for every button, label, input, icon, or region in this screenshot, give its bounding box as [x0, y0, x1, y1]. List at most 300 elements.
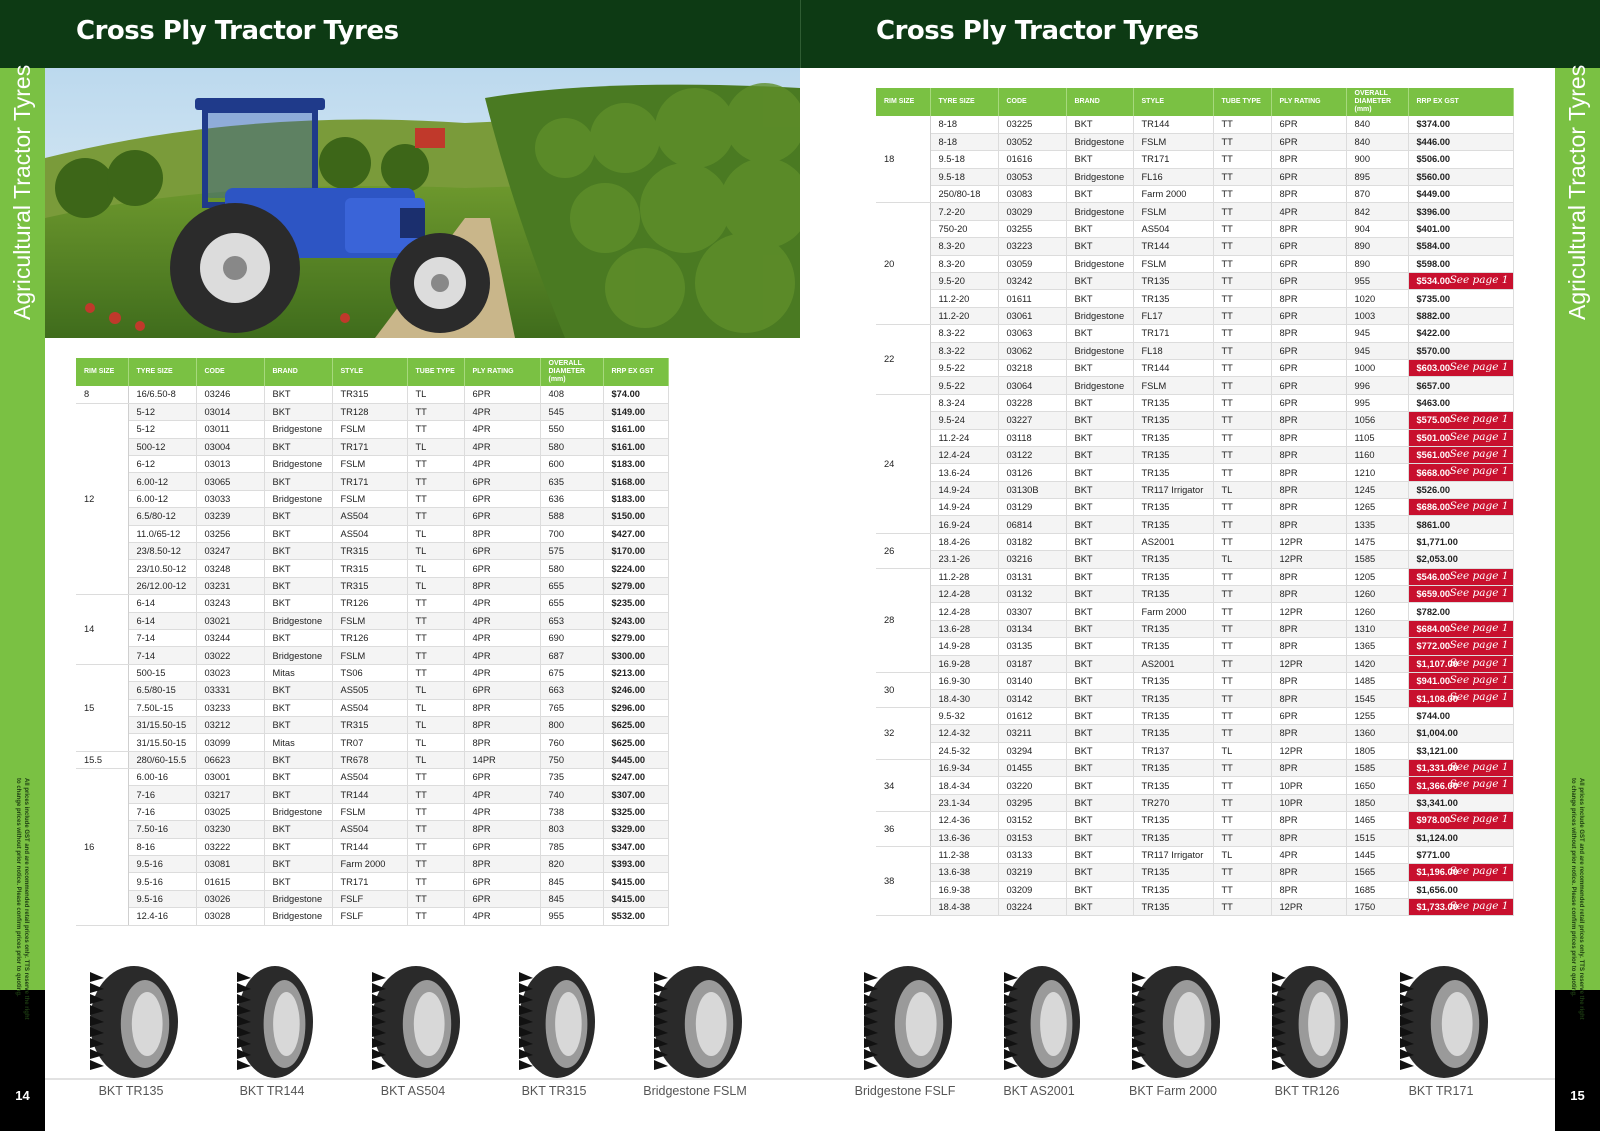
tube-type-cell: TT: [1213, 812, 1271, 829]
rim-size-cell: 12: [76, 403, 128, 594]
ply-rating-cell: 8PR: [1271, 881, 1346, 898]
code-cell: 03331: [196, 682, 264, 699]
diameter-cell: 600: [540, 456, 603, 473]
ply-rating-cell: 6PR: [1271, 255, 1346, 272]
ply-rating-cell: 6PR: [464, 473, 540, 490]
price-value: $213.00: [611, 667, 646, 678]
table-row: [876, 377, 1513, 394]
price-value: $427.00: [611, 528, 646, 539]
code-cell: 03217: [196, 786, 264, 803]
ply-rating-cell: 6PR: [1271, 707, 1346, 724]
tyre-size-cell: 8-16: [128, 838, 196, 855]
table-row: [876, 499, 1513, 516]
style-cell: TR135: [1133, 777, 1213, 794]
price-value: $534.00: [1416, 276, 1451, 287]
see-page-note: See page 1: [1449, 274, 1509, 287]
diameter-cell: 1210: [1346, 464, 1408, 481]
tyre-size-cell: 8.3-20: [930, 255, 998, 272]
col-rrp-ex-gst: RRP EX GST: [1408, 88, 1513, 116]
price-cell: [603, 751, 668, 768]
tyre-icon: [225, 958, 325, 1078]
ply-rating-cell: 6PR: [464, 890, 540, 907]
tyre-size-cell: 8-18: [930, 133, 998, 150]
price-cell: [1408, 516, 1513, 533]
table-row: [876, 307, 1513, 324]
code-cell: 01616: [998, 151, 1066, 168]
right-price-table: [876, 88, 1514, 916]
price-cell: [1408, 846, 1513, 863]
diameter-cell: 895: [1346, 168, 1408, 185]
price-value: $570.00: [1416, 345, 1451, 356]
price-value: $463.00: [1416, 397, 1451, 408]
tyre-size-cell: 6-12: [128, 456, 196, 473]
col-style: STYLE: [332, 358, 407, 386]
tyre-size-cell: 23/10.50-12: [128, 560, 196, 577]
table-row: [876, 881, 1513, 898]
diameter-cell: 735: [540, 769, 603, 786]
diameter-cell: 690: [540, 629, 603, 646]
style-cell: TR126: [332, 595, 407, 612]
style-cell: TR135: [1133, 464, 1213, 481]
style-cell: TR135: [1133, 273, 1213, 290]
ply-rating-cell: 6PR: [464, 838, 540, 855]
tyre-icon: [1394, 958, 1494, 1078]
tube-type-cell: TT: [1213, 864, 1271, 881]
tyre-size-cell: 24.5-32: [930, 742, 998, 759]
tyre-size-cell: 750-20: [930, 220, 998, 237]
style-cell: AS504: [332, 525, 407, 542]
see-page-note: See page 1: [1449, 413, 1509, 426]
diameter-cell: 545: [540, 403, 603, 420]
price-cell: [1408, 707, 1513, 724]
diameter-cell: 1420: [1346, 655, 1408, 672]
price-value: $296.00: [611, 702, 646, 713]
diameter-cell: 1310: [1346, 620, 1408, 637]
price-value: $422.00: [1416, 328, 1451, 339]
see-page-note: See page 1: [1449, 569, 1509, 582]
diameter-cell: 636: [540, 490, 603, 507]
ply-rating-cell: 8PR: [1271, 812, 1346, 829]
ply-rating-cell: 8PR: [1271, 481, 1346, 498]
price-value: $446.00: [1416, 137, 1451, 148]
code-cell: 01612: [998, 707, 1066, 724]
tyre-size-cell: 31/15.50-15: [128, 716, 196, 733]
price-value: $625.00: [611, 720, 646, 731]
price-cell: [1408, 255, 1513, 272]
rim-size-cell: 34: [876, 759, 930, 811]
brand-cell: Bridgestone: [1066, 307, 1133, 324]
col-brand: BRAND: [1066, 88, 1133, 116]
brand-cell: BKT: [1066, 690, 1133, 707]
see-page-note: See page 1: [1449, 813, 1509, 826]
tube-type-cell: TT: [1213, 151, 1271, 168]
brand-cell: BKT: [264, 386, 332, 403]
table-row: [76, 890, 668, 907]
tube-type-cell: TT: [407, 421, 464, 438]
col-code: CODE: [196, 358, 264, 386]
ply-rating-cell: 8PR: [1271, 829, 1346, 846]
table-row: [876, 655, 1513, 672]
code-cell: 03152: [998, 812, 1066, 829]
style-cell: TR315: [332, 716, 407, 733]
tyre-size-cell: 8.3-24: [930, 394, 998, 411]
code-cell: 01455: [998, 759, 1066, 776]
code-cell: 03081: [196, 856, 264, 873]
table-row: [876, 203, 1513, 220]
price-cell: [603, 908, 668, 925]
brand-cell: BKT: [1066, 829, 1133, 846]
tube-type-cell: TL: [407, 716, 464, 733]
tyre-image: [1108, 958, 1238, 1083]
tube-type-cell: TL: [1213, 481, 1271, 498]
tyre-size-cell: 280/60-15.5: [128, 751, 196, 768]
brand-cell: BKT: [1066, 394, 1133, 411]
table-row: [76, 786, 668, 803]
tyre-label: BKT TR315: [521, 1084, 587, 1098]
ply-rating-cell: 6PR: [1271, 116, 1346, 133]
tyre-size-cell: 6-14: [128, 595, 196, 612]
tyre-size-cell: 9.5-32: [930, 707, 998, 724]
diameter-cell: 845: [540, 873, 603, 890]
tyre-image: [840, 958, 970, 1083]
brand-cell: BKT: [1066, 412, 1133, 429]
diameter-cell: 1255: [1346, 707, 1408, 724]
price-value: $882.00: [1416, 310, 1451, 321]
brand-cell: Bridgestone: [264, 612, 332, 629]
brand-cell: BKT: [1066, 673, 1133, 690]
price-cell: [603, 473, 668, 490]
table-row: [876, 116, 1513, 133]
price-value: $771.00: [1416, 850, 1451, 861]
code-cell: 03239: [196, 508, 264, 525]
table-row: [76, 560, 668, 577]
tyre-size-cell: 500-15: [128, 664, 196, 681]
code-cell: 03231: [196, 577, 264, 594]
tube-type-cell: TT: [1213, 168, 1271, 185]
price-value: $584.00: [1416, 241, 1451, 252]
table-row: [876, 394, 1513, 411]
see-page-note: See page 1: [1449, 500, 1509, 513]
ply-rating-cell: 8PR: [1271, 759, 1346, 776]
tyre-size-cell: 14.9-24: [930, 499, 998, 516]
table-row: [876, 220, 1513, 237]
code-cell: 06814: [998, 516, 1066, 533]
brand-cell: BKT: [264, 682, 332, 699]
tyre-size-cell: 26/12.00-12: [128, 577, 196, 594]
price-cell: [603, 595, 668, 612]
price-cell: [1408, 325, 1513, 342]
price-value: $782.00: [1416, 606, 1451, 617]
price-cell: [1408, 603, 1513, 620]
tyre-size-cell: 12.4-24: [930, 446, 998, 463]
diameter-cell: 1360: [1346, 725, 1408, 742]
price-cell: [1408, 725, 1513, 742]
ply-rating-cell: 4PR: [464, 421, 540, 438]
tyre-size-cell: 18.4-34: [930, 777, 998, 794]
ply-rating-cell: 8PR: [1271, 325, 1346, 342]
tube-type-cell: TL: [407, 560, 464, 577]
rim-size-cell: 24: [876, 394, 930, 533]
style-cell: TR135: [1133, 446, 1213, 463]
code-cell: 03233: [196, 699, 264, 716]
code-cell: 03256: [196, 525, 264, 542]
tyre-size-cell: 6.00-12: [128, 473, 196, 490]
tube-type-cell: TT: [1213, 429, 1271, 446]
price-value: $1,108.00: [1416, 693, 1458, 704]
price-value: $168.00: [611, 476, 646, 487]
price-value: $561.00: [1416, 450, 1451, 461]
table-row: [76, 595, 668, 612]
tube-type-cell: TT: [1213, 829, 1271, 846]
code-cell: 03059: [998, 255, 1066, 272]
table-row: [76, 769, 668, 786]
col-overall-diameter: OVERALL DIAMETER (mm): [540, 358, 603, 386]
brand-cell: BKT: [1066, 429, 1133, 446]
tyre-size-cell: 9.5-18: [930, 151, 998, 168]
tractor-vineyard-photo: [45, 68, 800, 338]
price-cell: [603, 629, 668, 646]
tyre-icon: [84, 958, 184, 1078]
price-cell-special: [1408, 412, 1513, 429]
code-cell: 03021: [196, 612, 264, 629]
price-value: $1,196.00: [1416, 867, 1458, 878]
tube-type-cell: TL: [407, 438, 464, 455]
table-row: [876, 168, 1513, 185]
price-cell: [1408, 203, 1513, 220]
tube-type-cell: TL: [1213, 551, 1271, 568]
code-cell: 03135: [998, 638, 1066, 655]
tyre-size-cell: 8.3-22: [930, 325, 998, 342]
style-cell: TR144: [332, 838, 407, 855]
table-row: [76, 612, 668, 629]
table-row: [76, 716, 668, 733]
tube-type-cell: TL: [407, 682, 464, 699]
col-rim-size: RIM SIZE: [876, 88, 930, 116]
price-cell: [1408, 829, 1513, 846]
rim-size-cell: 15.5: [76, 751, 128, 768]
tyre-size-cell: 6.5/80-12: [128, 508, 196, 525]
brand-cell: BKT: [1066, 620, 1133, 637]
style-cell: TR07: [332, 734, 407, 751]
tube-type-cell: TT: [1213, 777, 1271, 794]
table-row: [76, 664, 668, 681]
brand-cell: BKT: [1066, 568, 1133, 585]
ply-rating-cell: 12PR: [1271, 603, 1346, 620]
diameter-cell: 803: [540, 821, 603, 838]
tyre-size-cell: 9.5-22: [930, 377, 998, 394]
table-row: [876, 151, 1513, 168]
code-cell: 03225: [998, 116, 1066, 133]
style-cell: TR135: [1133, 568, 1213, 585]
table-row: [876, 481, 1513, 498]
brand-cell: BKT: [264, 769, 332, 786]
ply-rating-cell: 14PR: [464, 751, 540, 768]
tube-type-cell: TL: [407, 386, 464, 403]
diameter-cell: 900: [1346, 151, 1408, 168]
price-cell: [603, 508, 668, 525]
brand-cell: BKT: [1066, 533, 1133, 550]
price-cell: [603, 873, 668, 890]
diameter-cell: 996: [1346, 377, 1408, 394]
brand-cell: Bridgestone: [1066, 168, 1133, 185]
diameter-cell: 550: [540, 421, 603, 438]
tube-type-cell: TT: [1213, 568, 1271, 585]
tyre-image: [1242, 958, 1372, 1083]
tyre-size-cell: 16.9-34: [930, 759, 998, 776]
tube-type-cell: TL: [407, 525, 464, 542]
price-value: $235.00: [611, 598, 646, 609]
price-cell: [603, 421, 668, 438]
price-cell: [603, 664, 668, 681]
table-row: [876, 551, 1513, 568]
tyre-label: BKT TR144: [239, 1084, 305, 1098]
tube-type-cell: TT: [1213, 273, 1271, 290]
tyre-image: [489, 958, 619, 1083]
diameter-cell: 1160: [1346, 446, 1408, 463]
rim-size-cell: 28: [876, 568, 930, 672]
price-cell: [1408, 742, 1513, 759]
code-cell: 01611: [998, 290, 1066, 307]
brand-cell: BKT: [1066, 116, 1133, 133]
style-cell: TR144: [332, 786, 407, 803]
price-value: $307.00: [611, 789, 646, 800]
diameter-cell: 1475: [1346, 533, 1408, 550]
diameter-cell: 687: [540, 647, 603, 664]
style-cell: TR171: [1133, 325, 1213, 342]
table-row: [876, 690, 1513, 707]
diameter-cell: 738: [540, 803, 603, 820]
style-cell: TR135: [1133, 516, 1213, 533]
price-value: $735.00: [1416, 293, 1451, 304]
table-row: [76, 821, 668, 838]
code-cell: 03122: [998, 446, 1066, 463]
price-cell: [1408, 307, 1513, 324]
ply-rating-cell: 4PR: [464, 612, 540, 629]
tube-type-cell: TT: [407, 664, 464, 681]
code-cell: 03255: [998, 220, 1066, 237]
price-value: $657.00: [1416, 380, 1451, 391]
price-cell: [1408, 151, 1513, 168]
diameter-cell: 408: [540, 386, 603, 403]
tube-type-cell: TT: [1213, 794, 1271, 811]
ply-rating-cell: 4PR: [464, 908, 540, 925]
code-cell: 03244: [196, 629, 264, 646]
code-cell: 03246: [196, 386, 264, 403]
ply-rating-cell: 8PR: [1271, 446, 1346, 463]
price-value: $532.00: [611, 911, 646, 922]
diameter-cell: 1245: [1346, 481, 1408, 498]
style-cell: TR171: [332, 438, 407, 455]
tyre-size-cell: 18.4-26: [930, 533, 998, 550]
brand-cell: BKT: [1066, 325, 1133, 342]
tyre-image: [1376, 958, 1506, 1083]
code-cell: 03053: [998, 168, 1066, 185]
code-cell: 03065: [196, 473, 264, 490]
brand-cell: BKT: [1066, 777, 1133, 794]
tractor-photo-illustration: [45, 68, 800, 338]
price-cell: [603, 856, 668, 873]
brand-cell: BKT: [264, 856, 332, 873]
code-cell: 03129: [998, 499, 1066, 516]
tube-type-cell: TT: [407, 595, 464, 612]
brand-cell: BKT: [264, 473, 332, 490]
table-row: [876, 638, 1513, 655]
tyre-size-cell: 16.9-38: [930, 881, 998, 898]
diameter-cell: 945: [1346, 342, 1408, 359]
table-row: [876, 238, 1513, 255]
ply-rating-cell: 12PR: [1271, 655, 1346, 672]
diameter-cell: 890: [1346, 255, 1408, 272]
table-row: [76, 525, 668, 542]
tyre-size-cell: 9.5-24: [930, 412, 998, 429]
price-cell: [1408, 481, 1513, 498]
diameter-cell: 653: [540, 612, 603, 629]
ply-rating-cell: 8PR: [1271, 412, 1346, 429]
diameter-cell: 1265: [1346, 499, 1408, 516]
style-cell: TR135: [1133, 620, 1213, 637]
price-cell: [1408, 342, 1513, 359]
table-row: [76, 682, 668, 699]
style-cell: TR171: [332, 473, 407, 490]
col-tube-type: TUBE TYPE: [1213, 88, 1271, 116]
price-cell-special: [1408, 499, 1513, 516]
brand-cell: BKT: [264, 577, 332, 594]
brand-cell: BKT: [264, 595, 332, 612]
tube-type-cell: TT: [1213, 412, 1271, 429]
tyre-size-cell: 12.4-28: [930, 603, 998, 620]
style-cell: TS06: [332, 664, 407, 681]
ply-rating-cell: 4PR: [464, 629, 540, 646]
table-row: [876, 620, 1513, 637]
price-value: $415.00: [611, 876, 646, 887]
tyre-size-cell: 11.0/65-12: [128, 525, 196, 542]
see-page-note: See page 1: [1449, 587, 1509, 600]
style-cell: TR135: [1133, 899, 1213, 916]
price-cell-special: [1408, 429, 1513, 446]
price-value: $603.00: [1416, 363, 1451, 374]
price-cell: [1408, 881, 1513, 898]
brand-cell: BKT: [264, 508, 332, 525]
table-row: [876, 846, 1513, 863]
table-row: [76, 438, 668, 455]
price-cell-special: [1408, 864, 1513, 881]
style-cell: TR270: [1133, 794, 1213, 811]
price-value: $224.00: [611, 563, 646, 574]
price-cell: [603, 403, 668, 420]
style-cell: FSLM: [332, 456, 407, 473]
price-cell-special: [1408, 638, 1513, 655]
ply-rating-cell: 4PR: [464, 647, 540, 664]
style-cell: AS505: [332, 682, 407, 699]
col-tyre-size: TYRE SIZE: [930, 88, 998, 116]
col-brand: BRAND: [264, 358, 332, 386]
price-value: $1,771.00: [1416, 537, 1458, 548]
tyre-size-cell: 7.2-20: [930, 203, 998, 220]
brand-cell: BKT: [1066, 881, 1133, 898]
table-row: [76, 421, 668, 438]
see-page-note: See page 1: [1449, 865, 1509, 878]
ply-rating-cell: 4PR: [1271, 203, 1346, 220]
right-side-label: Agricultural Tractor Tyres: [1564, 64, 1590, 320]
code-cell: 03218: [998, 359, 1066, 376]
ply-rating-cell: 4PR: [464, 664, 540, 681]
brand-cell: BKT: [264, 403, 332, 420]
ply-rating-cell: 8PR: [1271, 864, 1346, 881]
price-value: $150.00: [611, 511, 646, 522]
price-value: $684.00: [1416, 624, 1451, 635]
tube-type-cell: TL: [1213, 742, 1271, 759]
table-row: [876, 359, 1513, 376]
